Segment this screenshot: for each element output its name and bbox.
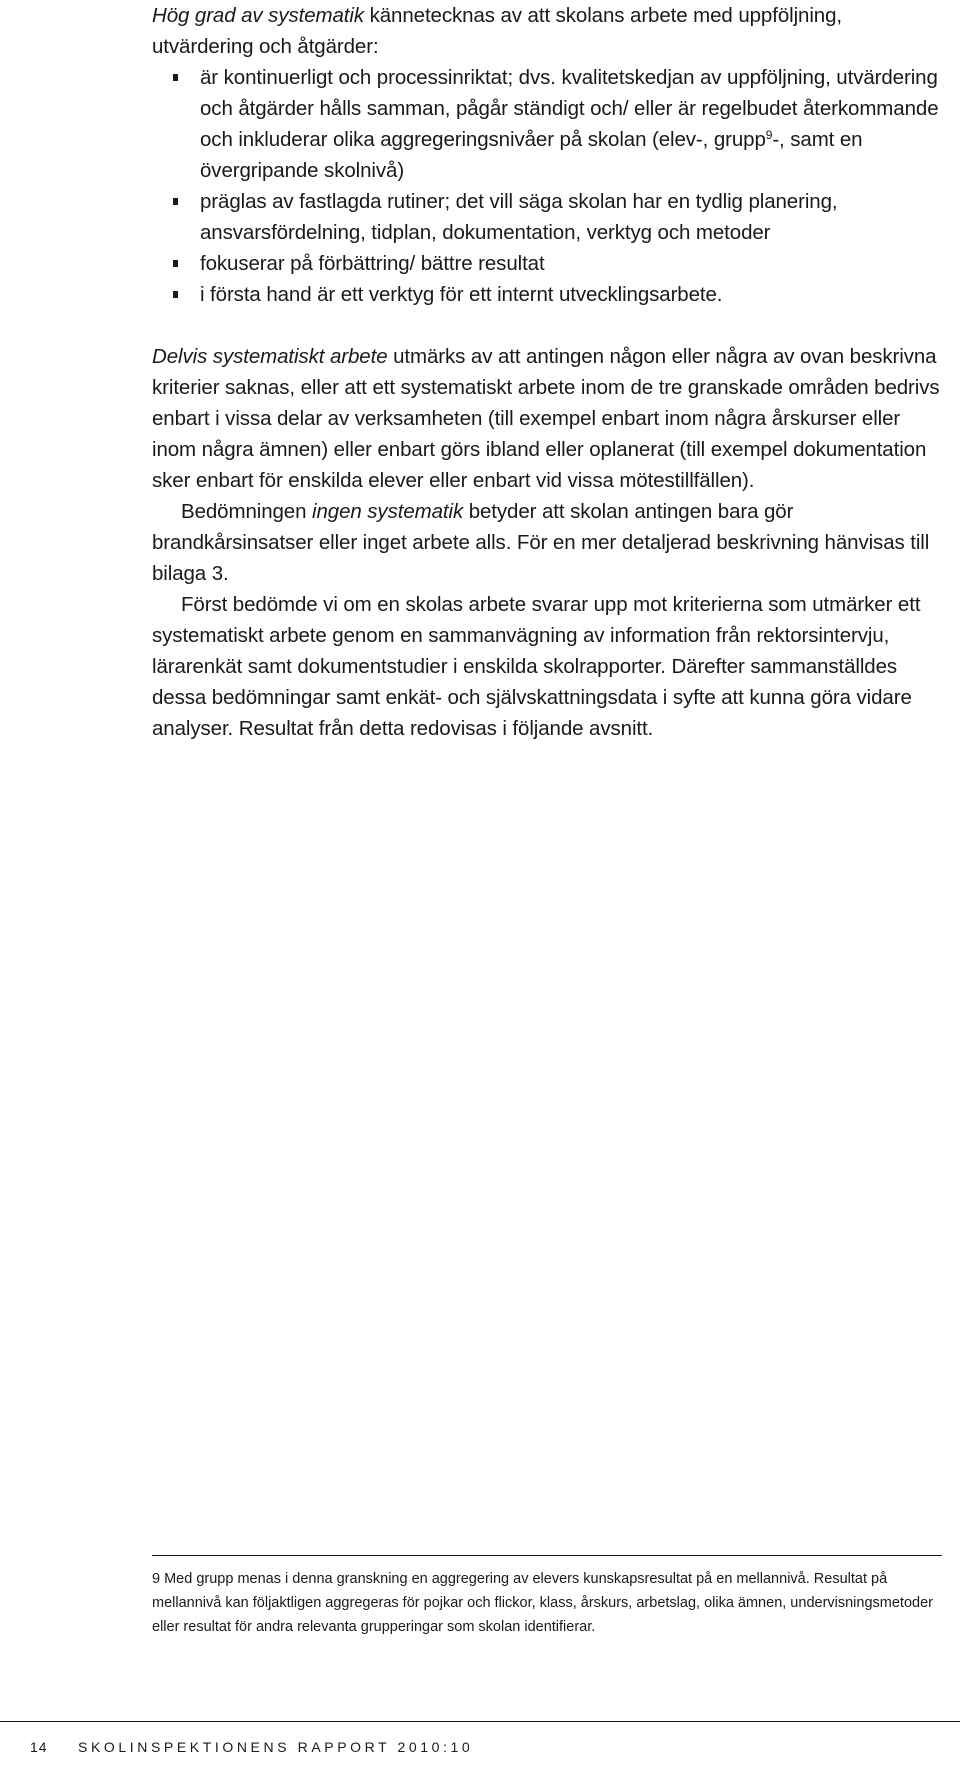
footnote-number: 9 xyxy=(152,1571,161,1587)
criteria-item-text: präglas av fastlagda rutiner; det vill säga skolan har en tydlig planering, ansvarsfördelning, tidplan, dokumentation, verktyg och metoder xyxy=(200,190,838,244)
bullet-square-icon xyxy=(173,291,178,298)
page-number: 14 xyxy=(30,1739,48,1755)
criteria-item-text-continued: -, samt en övergripande skolnivå) xyxy=(200,128,863,182)
criteria-item-internal-tool xyxy=(152,279,942,310)
method-paragraph: Först bedömde vi om en skolas arbete svarar upp mot kriterierna som utmärker ett systematiskt arbete genom en sammanvägning av information från rektorsintervju, lärarenkät samt dokumentstudier i enskilda skolrapporter. Därefter sammanställdes dessa bedömningar samt enkät- och självskattningsdata i syfte att kunna göra vidare analyser. Resultat från detta redovisas i följande avsnitt. xyxy=(152,593,921,740)
bullet-square-icon xyxy=(173,198,178,205)
high-systematics-intro xyxy=(152,0,942,62)
partial-systematics-paragraph xyxy=(152,341,942,496)
no-systematics-term: ingen systematik xyxy=(312,500,464,523)
criteria-item-improvement xyxy=(152,248,942,279)
criteria-item-routines xyxy=(152,186,942,248)
footnote-reference: 9 xyxy=(765,128,773,142)
bullet-square-icon xyxy=(173,74,178,81)
footnote-divider xyxy=(152,1555,942,1556)
footnote xyxy=(152,1567,942,1639)
main-body-text xyxy=(152,0,942,744)
footer-divider xyxy=(0,1721,960,1722)
bullet-square-icon xyxy=(173,260,178,267)
footnote-text: Med grupp menas i denna granskning en aggregering av elevers kunskapsresultat på en mellannivå. Resultat på mellannivå kan följaktligen aggregeras för pojkar och flickor, klass, årskurs, arbetslag, olika ämnen, undervisningsmetoder eller resultat för andra relevanta grupperingar som skolan identifierar. xyxy=(152,1571,933,1635)
criteria-list xyxy=(152,62,942,310)
high-systematics-term: Hög grad av systematik xyxy=(152,4,364,27)
running-title: SKOLINSPEKTIONENS RAPPORT 2010:10 xyxy=(78,1739,474,1755)
criteria-item-text: är kontinuerligt och processinriktat; dvs. kvalitetskedjan av uppföljning, utvärdering och åtgärder hålls samman, pågår ständigt och/ eller är regelbudet återkommande och inkluderar olika aggregeringsnivåer på skolan (elev-, grupp xyxy=(200,66,939,151)
partial-systematics-term: Delvis systematiskt arbete xyxy=(152,345,388,368)
criteria-item-continuous xyxy=(152,62,942,186)
criteria-item-text: i första hand är ett verktyg för ett internt utvecklingsarbete. xyxy=(200,283,723,306)
partial-systematics-text: utmärks av att antingen någon eller några av ovan beskrivna kriterier saknas, eller att ett systematiskt arbete inom de tre granskade områden bedrivs enbart i vissa delar av verksamheten (till exempel enbart inom några årskurser eller inom några ämnen) eller enbart görs ibland eller oplanerat (till exempel dokumentation sker enbart för enskilda elever eller enbart vid vissa mötestillfällen). xyxy=(152,345,940,492)
criteria-item-text: fokuserar på förbättring/ bättre resultat xyxy=(200,252,545,275)
no-systematics-text-before: Bedömningen xyxy=(181,500,313,523)
no-systematics-text-after: betyder att skolan antingen bara gör brandkårsinsatser eller inget arbete alls. För en mer detaljerad beskrivning hänvisas till bilaga 3. xyxy=(152,500,930,585)
high-systematics-intro-text: kännetecknas av att skolans arbete med uppföljning, utvärdering och åtgärder: xyxy=(152,4,842,58)
no-systematics-paragraph xyxy=(152,496,942,589)
paragraph-spacer xyxy=(152,310,942,341)
